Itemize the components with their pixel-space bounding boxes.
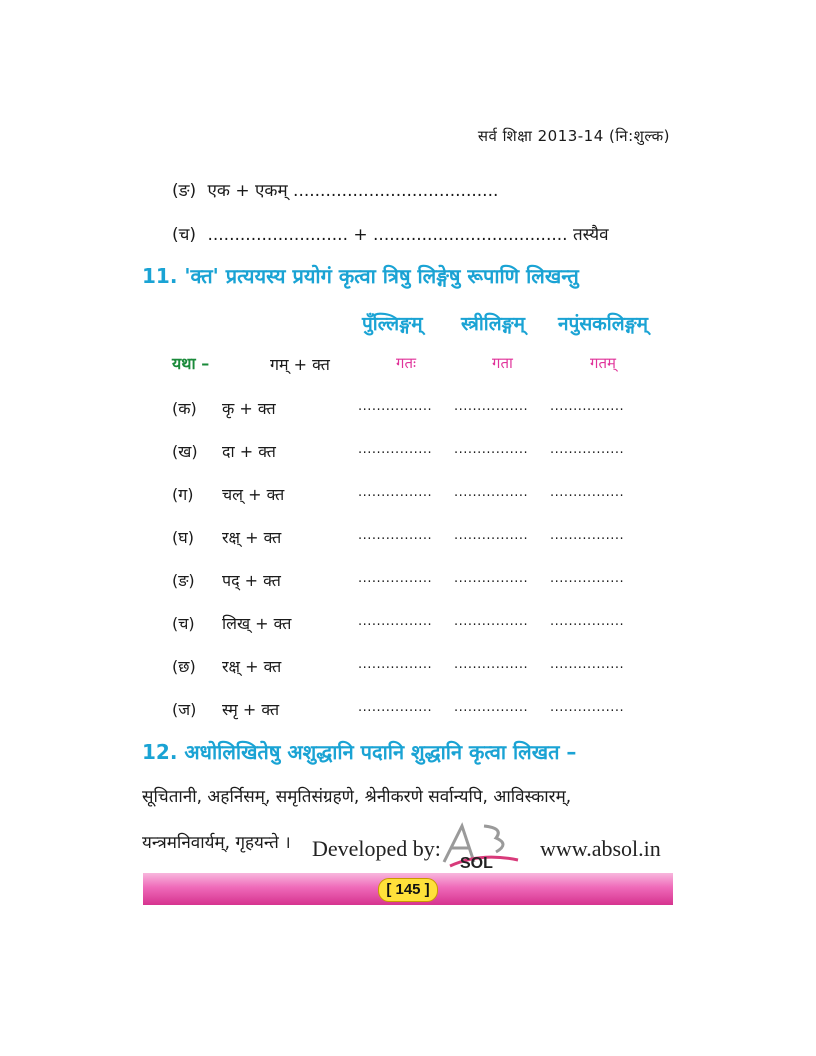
row-root: लिख् + क्त [222,614,292,633]
answer-blank: ................ [358,528,433,543]
row-label: (ख) [172,442,198,461]
line-text: एक + एकम् ...................................... [207,181,499,201]
answer-blank: ................ [358,700,433,715]
exercise-line-nga [172,178,498,201]
row-label: (च) [172,614,195,633]
line-label: (ङ) [172,181,197,201]
answer-blank: ................ [550,700,625,715]
question-12-words-line-2: यन्त्रमनिवार्यम्, गृहयन्ते । [142,833,291,853]
example-root: गम् + क्त [270,355,330,374]
row-root: चल् + क्त [222,485,285,504]
answer-blank: ................ [454,528,529,543]
answer-blank: ................ [550,614,625,629]
logo-text: SOL [460,855,493,870]
gender-masculine: पुँल्लिङ्गम् [362,313,423,335]
answer-blank: ................ [454,399,529,414]
answer-blank: ................ [358,571,433,586]
row-root: स्मृ + क्त [222,700,280,719]
exercise-line-cha [172,222,609,245]
answer-blank: ................ [454,485,529,500]
row-label: (छ) [172,657,196,676]
answer-blank: ................ [358,485,433,500]
answer-blank: ................ [550,442,625,457]
page-header: सर्व शिक्षा 2013-14 (नि:शुल्क) [477,127,670,145]
answer-blank: ................ [358,614,433,629]
row-label: (ग) [172,485,194,504]
absol-logo-icon [440,822,522,870]
page-number-badge: [ 145 ] [378,878,438,902]
row-label: (क) [172,399,197,418]
row-root: रक्ष् + क्त [222,657,282,676]
website-link[interactable]: www.absol.in [540,836,661,861]
answer-blank: ................ [454,614,529,629]
answer-blank: ................ [454,700,529,715]
answer-blank: ................ [550,485,625,500]
row-root: पद् + क्त [222,571,281,590]
row-label: (घ) [172,528,194,547]
line-text: .......................... + .................................... तस्यैव [207,225,609,245]
question-12-title: 12. अधोलिखितेषु अशुद्धानि पदानि शुद्धानि कृत्वा लिखत – [142,740,577,764]
question-11-title: 11. 'क्त' प्रत्ययस्य प्रयोगं कृत्वा त्रिषु लिङ्गेषु रूपाणि लिखन्तु [142,264,579,288]
answer-blank: ................ [550,571,625,586]
answer-blank: ................ [550,399,625,414]
example-label: यथा – [172,354,210,373]
question-12-words-line-1: सूचितानी, अहर्निसम्, समृतिसंग्रहणे, श्रेनीकरणे सर्वान्यपि, आविस्कारम्, [142,787,572,807]
row-label: (ङ) [172,571,195,590]
answer-blank: ................ [454,442,529,457]
line-label: (च) [172,225,197,245]
example-form-neuter: गतम् [590,354,616,372]
row-root: दा + क्त [222,442,276,461]
answer-blank: ................ [550,657,625,672]
answer-blank: ................ [358,442,433,457]
row-root: कृ + क्त [222,399,276,418]
gender-neuter: नपुंसकलिङ्गम् [558,313,648,335]
answer-blank: ................ [550,528,625,543]
developed-by-label: Developed by: [312,836,441,861]
example-form-feminine: गता [492,354,513,372]
answer-blank: ................ [358,657,433,672]
row-label: (ज) [172,700,197,719]
row-root: रक्ष् + क्त [222,528,282,547]
example-form-masculine: गतः [396,354,417,372]
gender-feminine: स्त्रीलिङ्गम् [461,313,525,335]
answer-blank: ................ [358,399,433,414]
answer-blank: ................ [454,571,529,586]
answer-blank: ................ [454,657,529,672]
